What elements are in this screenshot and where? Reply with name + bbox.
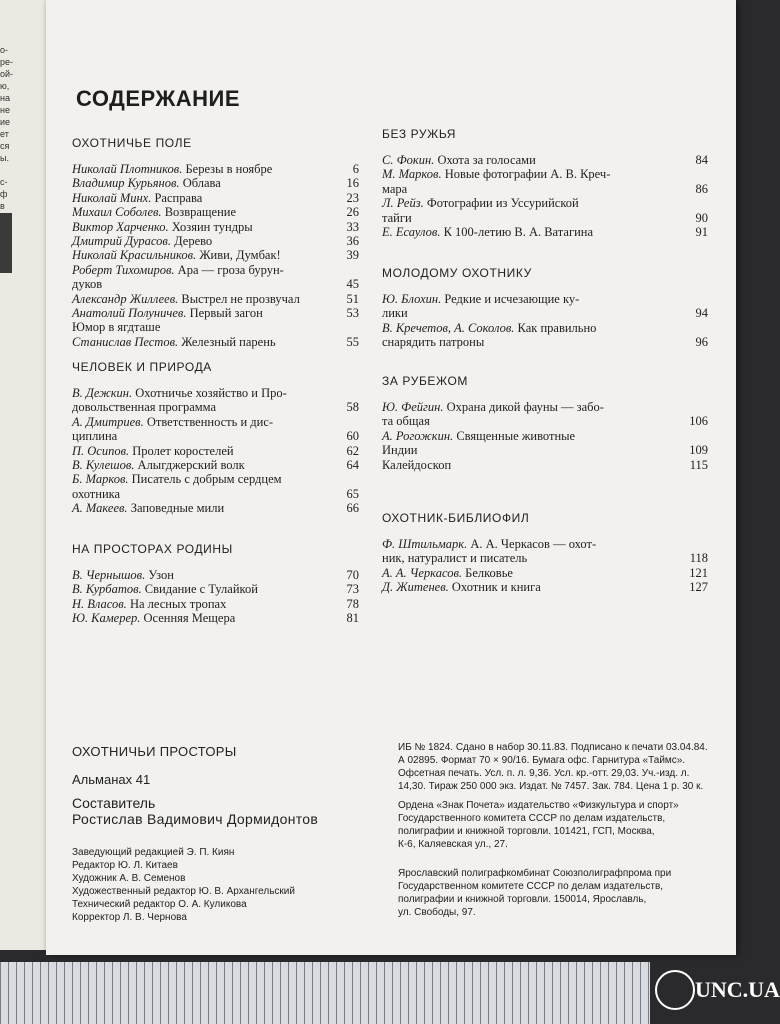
toc-entry (72, 306, 263, 321)
section-title: БЕЗ РУЖЬЯ (382, 127, 457, 141)
entry-title: Выстрел не прозвучал (181, 291, 300, 306)
entry-author: Михаил Соболев. (72, 205, 162, 220)
sun-icon (655, 970, 695, 1010)
entry-title: Облава (182, 176, 221, 191)
entry-title: Первый загон (189, 306, 263, 320)
entry-author: Анатолий Полуничев. (72, 306, 187, 320)
entry-page-number: 64 (346, 458, 359, 472)
book-title: ОХОТНИЧЬИ ПРОСТОРЫ (72, 744, 237, 759)
entry-page-number: 53 (346, 306, 359, 320)
publisher-line: полиграфии и книжной торговли. 101421, ГСП, Москва, (398, 826, 655, 837)
entry-page-number: 66 (346, 501, 359, 516)
entry-author: В. Кулешов. (72, 458, 135, 472)
entry-author: Роберт Тихомиров. (72, 262, 175, 277)
toc-entry (72, 263, 284, 278)
entry-author: Николай Плотников. (72, 162, 183, 176)
toc-entry (72, 277, 102, 292)
entry-page-number: 51 (346, 291, 359, 306)
toc-entry (382, 225, 593, 240)
adjacent-page-fragment: ре- (0, 57, 14, 67)
toc-entry (72, 429, 117, 444)
toc-entry (72, 400, 216, 415)
entry-page-number: 90 (695, 210, 708, 225)
toc-entry (72, 320, 160, 335)
entry-title: Фотографии из Уссурийской (426, 196, 579, 211)
print-info-line: Офсетная печать. Усл. п. л. 9,36. Усл. кр.-отт. 29,03. Уч.-изд. л. (398, 768, 690, 779)
adjacent-page-fragment: ю, (0, 81, 10, 91)
entry-author: В. Чернышов. (72, 568, 146, 582)
printer-line: ул. Свободы, 97. (398, 907, 476, 918)
section-title: МОЛОДОМУ ОХОТНИКУ (382, 266, 532, 280)
credit-line: Художник А. В. Семенов (72, 873, 186, 884)
adjacent-page-strip (0, 0, 46, 950)
adjacent-page-fragment: не (0, 105, 10, 115)
adjacent-page-photo (0, 213, 12, 273)
toc-entry (72, 415, 273, 430)
entry-title: снарядить патроны (382, 335, 485, 350)
section-title: ЧЕЛОВЕК И ПРИРОДА (72, 360, 212, 374)
toc-entry (382, 400, 604, 415)
toc-entry (382, 551, 527, 566)
entry-title: Осенняя Мещера (143, 611, 236, 626)
entry-page-number: 127 (689, 580, 708, 595)
entry-author: В. Кречетов, А. Соколов. (382, 320, 515, 335)
entry-title: Индии (382, 443, 418, 458)
entry-author: Б. Марков. (72, 472, 129, 487)
entry-title: лики (382, 306, 408, 321)
publisher-line: Ордена «Знак Почета» издательство «Физкультура и спорт» (398, 800, 679, 811)
entry-page-number: 121 (689, 565, 708, 580)
toc-entry (382, 580, 541, 595)
entry-title: Ара — гроза бурун- (177, 262, 284, 277)
entry-author: Д. Житенев. (382, 580, 449, 595)
entry-author: Ю. Фейгин. (382, 400, 444, 414)
entry-author: Ф. Штильмарк. (382, 537, 468, 551)
toc-entry (382, 167, 610, 182)
watermark-text: UNC.UA (695, 977, 780, 1002)
entry-title: мара (382, 181, 408, 196)
toc-entry (72, 234, 212, 249)
entry-author: П. Осипов. (72, 443, 130, 458)
entry-title: Охотничье хозяйство и Про- (135, 386, 287, 400)
entry-author: Н. Власов. (72, 596, 127, 611)
entry-page-number: 23 (346, 190, 359, 205)
section-title: НА ПРОСТОРАХ РОДИНЫ (72, 542, 233, 556)
entry-title: Железный парень (181, 334, 276, 349)
adjacent-page-fragment: в (0, 201, 5, 211)
entry-title: Юмор в ягдташе (72, 320, 161, 335)
compiler-name: Ростислав Вадимович Дормидонтов (72, 811, 319, 827)
toc-entry (72, 205, 236, 220)
entry-page-number: 36 (346, 234, 359, 248)
print-info-block (398, 741, 708, 793)
toc-entry (72, 458, 245, 473)
entry-author: Владимир Курьянов. (72, 176, 180, 191)
toc-entry (72, 220, 253, 235)
entry-title: Калейдоскоп (382, 457, 452, 472)
adjacent-page-fragment: ие (0, 117, 11, 127)
entry-page-number: 81 (346, 611, 359, 626)
entry-title: Новые фотографии А. В. Креч- (444, 167, 611, 182)
entry-title: Редкие и исчезающие ку- (444, 292, 580, 306)
toc-entry (72, 292, 300, 307)
entry-title: На лесных тропах (129, 596, 227, 611)
toc-entry (72, 568, 174, 583)
entry-page-number: 118 (689, 551, 708, 566)
toc-entry (382, 306, 408, 321)
adjacent-page-fragment: ой- (0, 69, 14, 79)
entry-page-number: 106 (689, 414, 708, 429)
toc-entry (382, 443, 417, 458)
ruler (0, 962, 650, 1024)
entry-author: В. Дежкин. (72, 386, 133, 400)
entry-page-number: 62 (346, 443, 359, 458)
entry-author: Ю. Блохин. (382, 292, 442, 306)
toc-entry (72, 611, 235, 626)
entry-page-number: 109 (689, 443, 708, 458)
adjacent-page-fragment: ы. (0, 153, 9, 163)
toc-entry (72, 176, 221, 191)
toc-entry (382, 458, 451, 473)
section-title: ОХОТНИК-БИБЛИОФИЛ (382, 511, 530, 525)
adjacent-page-fragment: ф (0, 189, 8, 199)
contents-page (46, 0, 736, 955)
entry-author: А. Рогожкин. (382, 428, 454, 443)
toc-entry (72, 191, 202, 206)
toc-entry (382, 335, 484, 350)
entry-author: Дмитрий Дурасов. (72, 234, 171, 248)
entry-title: Дерево (174, 234, 213, 248)
entry-page-number: 84 (695, 153, 708, 167)
entry-page-number: 39 (346, 248, 359, 263)
entry-title: Заповедные мили (130, 501, 225, 516)
entry-page-number: 70 (346, 568, 359, 582)
entry-title: Живи, Думбак! (199, 248, 281, 263)
entry-page-number: 78 (346, 596, 359, 611)
toc-entry (72, 487, 120, 502)
entry-page-number: 6 (352, 162, 359, 176)
entry-author: А. Дмитриев. (72, 414, 144, 429)
credit-line: Заведующий редакцией Э. П. Киян (72, 847, 235, 858)
toc-entry (382, 537, 596, 552)
entry-author: Л. Рейз. (382, 196, 424, 211)
toc-entry (72, 501, 224, 516)
toc-entry (382, 292, 579, 307)
toc-entry (382, 153, 536, 168)
entry-page-number: 55 (346, 334, 359, 349)
entry-title: Охота за голосами (437, 153, 536, 167)
toc-entry (382, 566, 513, 581)
entry-author: Ю. Камерер. (72, 611, 141, 626)
publisher-line: Государственного комитета СССР по делам издательств, (398, 813, 666, 824)
toc-entry (72, 162, 272, 177)
entry-page-number: 96 (695, 335, 708, 350)
adjacent-page-fragment: на (0, 93, 10, 103)
toc-entry (382, 414, 430, 429)
entry-title: циплина (72, 429, 118, 444)
entry-title: Хозяин тундры (171, 219, 253, 234)
adjacent-page-fragment: ет (0, 129, 9, 139)
entry-page-number: 26 (346, 205, 359, 220)
entry-author: А. А. Черкасов. (382, 565, 463, 580)
entry-title: довольственная программа (72, 400, 217, 415)
entry-title: охотника (72, 486, 121, 501)
toc-entry (382, 321, 596, 336)
section-title: ОХОТНИЧЬЕ ПОЛЕ (72, 136, 192, 150)
entry-author: Александр Жиллеев. (72, 291, 179, 306)
adjacent-page-fragment: с- (0, 177, 8, 187)
entry-title: Ответственность и дис- (146, 414, 274, 429)
printer-line: Ярославский полиграфкомбинат Союзполиграфпрома при (398, 868, 672, 879)
printer-line: полиграфии и книжной торговли. 150014, Ярославль, (398, 894, 647, 905)
entry-page-number: 86 (695, 181, 708, 196)
entry-author: М. Марков. (382, 167, 442, 182)
entry-title: Расправа (154, 190, 203, 205)
print-info-line: ИБ № 1824. Сдано в набор 30.11.83. Подписано к печати 03.04.84. (398, 742, 708, 753)
publisher-block (398, 799, 679, 851)
entry-page-number: 65 (346, 486, 359, 501)
toc-entry (72, 472, 282, 487)
compiler-label: Составитель (72, 795, 156, 811)
print-info-line: 14,30. Тираж 250 000 экз. Издат. № 7457. Зак. 784. Цена 1 р. 30 к. (398, 781, 704, 792)
entry-page-number: 16 (346, 176, 359, 191)
entry-author: Станислав Пестов. (72, 334, 179, 349)
toc-entry (382, 196, 579, 211)
entry-page-number: 60 (346, 429, 359, 444)
entry-title: ник, натуралист и писатель (382, 551, 528, 566)
entry-title: Охотник и книга (451, 580, 541, 595)
print-info-line: А 02895. Формат 70 × 90/16. Бумага офс. Гарнитура «Таймс». (398, 755, 686, 766)
almanac-number: Альманах 41 (72, 772, 151, 787)
entry-title: Охрана дикой фауны — забо- (446, 400, 604, 414)
toc-entry (72, 335, 276, 350)
toc-entry (382, 182, 407, 197)
entry-title: та общая (382, 414, 430, 429)
entry-title: Пролет коростелей (132, 443, 234, 458)
toc-entry (72, 444, 234, 459)
credit-line: Корректор Л. В. Чернова (72, 912, 187, 923)
entry-page-number: 33 (346, 219, 359, 234)
entry-author: В. Курбатов. (72, 582, 142, 597)
entry-author: Е. Есаулов. (382, 225, 441, 239)
credit-line: Художественный редактор Ю. В. Архангельский (72, 886, 295, 897)
printer-block (398, 867, 671, 919)
entry-title: тайги (382, 210, 412, 225)
credit-line: Редактор Ю. Л. Китаев (72, 860, 178, 871)
entry-title: Узон (148, 568, 174, 582)
adjacent-page-fragment: ся (0, 141, 10, 151)
entry-title: Как правильно (517, 320, 597, 335)
adjacent-page-fragment: о- (0, 45, 9, 55)
printer-line: Государственном комитете СССР по делам издательств, (398, 881, 664, 892)
credit-line: Технический редактор О. А. Куликова (72, 899, 247, 910)
entry-author: Николай Красильников. (72, 248, 197, 263)
entry-title: Алыгджерский волк (137, 458, 245, 472)
entry-page-number: 115 (689, 457, 708, 472)
entry-title: Писатель с добрым сердцем (131, 472, 282, 487)
entry-page-number: 58 (346, 400, 359, 415)
entry-title: К 100-летию В. А. Ватагина (443, 225, 593, 239)
entry-title: дуков (72, 277, 103, 292)
entry-author: Виктор Харченко. (72, 219, 169, 234)
publisher-line: К-6, Каляевская ул., 27. (398, 839, 508, 850)
toc-entry (72, 582, 258, 597)
toc-entry (72, 386, 287, 401)
toc-entry (72, 597, 226, 612)
entry-page-number: 94 (695, 306, 708, 321)
page-title: СОДЕРЖАНИЕ (76, 86, 241, 111)
toc-entry (382, 211, 412, 226)
section-title: ЗА РУБЕЖОМ (382, 374, 468, 388)
watermark-logo (655, 965, 780, 1015)
toc-entry (382, 429, 575, 444)
entry-title: Священные животные (456, 428, 576, 443)
entry-title: А. А. Черкасов — охот- (470, 537, 597, 551)
entry-author: Николай Минх. (72, 190, 152, 205)
entry-title: Белковье (465, 565, 513, 580)
entry-page-number: 73 (346, 582, 359, 597)
entry-title: Березы в ноябре (185, 162, 273, 176)
entry-title: Свидание с Тулайкой (144, 582, 258, 597)
toc-entry (72, 248, 281, 263)
credits-block (72, 846, 295, 924)
entry-title: Возвращение (164, 205, 237, 220)
entry-page-number: 45 (346, 277, 359, 292)
entry-page-number: 91 (695, 225, 708, 239)
entry-author: А. Макеев. (72, 501, 128, 516)
entry-author: С. Фокин. (382, 153, 435, 167)
